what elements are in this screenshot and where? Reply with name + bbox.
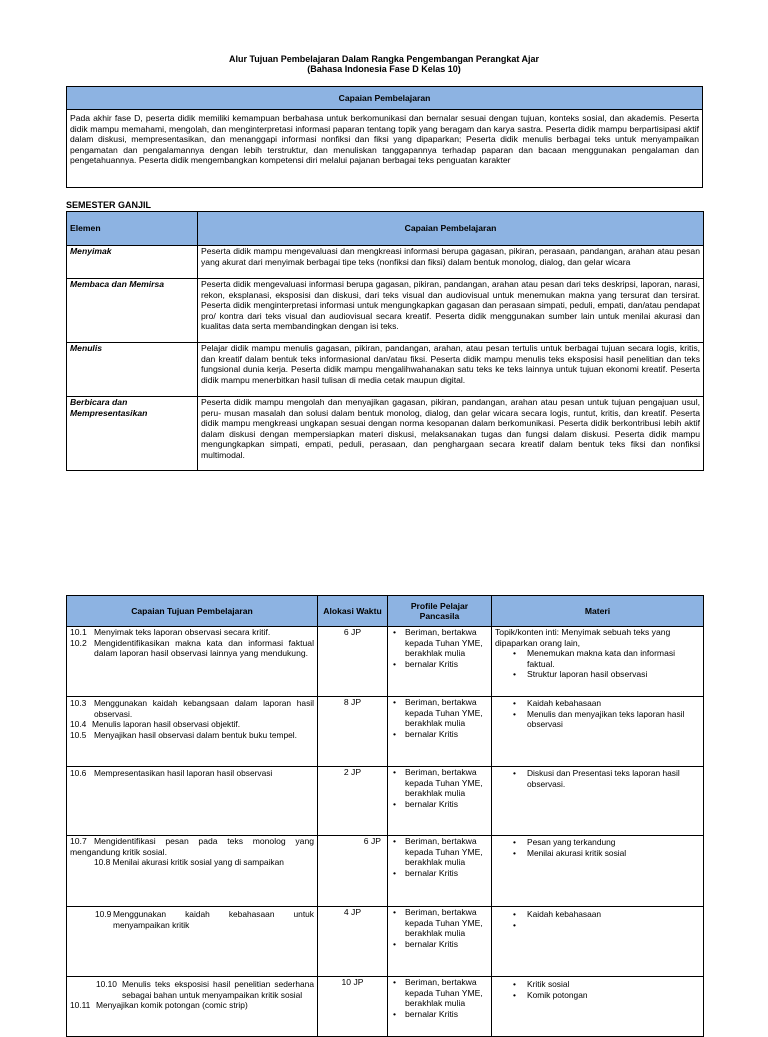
document-title: Alur Tujuan Pembelajaran Dalam Rangka Pengembangan Perangkat Ajar	[228, 54, 540, 64]
materi-cell	[492, 627, 704, 697]
tujuan-number: 10.2	[70, 637, 87, 648]
alokasi-cell: 2 JP	[318, 767, 388, 836]
tujuan-cell	[67, 767, 318, 836]
alokasi-cell: 6 JP	[318, 627, 388, 697]
elemen-row	[67, 343, 704, 397]
elemen-cp: Peserta didik mampu mengolah dan menyajikan gagasan, pikiran, pandangan, arahan atau pesan untuk tujuan pengajuan usul, peru- musan masalah dan solusi dalam bentuk monolog, dialog, dan gelar wicara secara logis, runtut, kritis, dan kreatif. Peserta didik mampu mengkreasi ungkapan sesuai dengan norma kesopanan dalam berkomunikasi. Peserta didik berkontribusi lebih aktif dalam diskusi dengan mempersiapkan materi diskusi, melaksanakan tugas dan fungsi dalam diskusi. Peserta didik mampu mengungkapkan simpati, empati, peduli, perasaan, dan penghargaan secara kreatif dalam bentuk teks fiksi dan nonfiksi multimodal.	[198, 397, 704, 471]
cp-summary-heading: Capaian Pembelajaran	[67, 87, 703, 110]
tujuan-number: 10.4	[70, 719, 87, 729]
profile-cell	[388, 627, 492, 697]
profile-item: • Beriman, bertakwa kepada Tuhan YME, berakhlak mulia	[391, 836, 488, 868]
elemen-row	[67, 246, 704, 279]
elemen-name: Menyimak	[67, 246, 198, 279]
profile-item: • bernalar Kritis	[391, 1009, 488, 1020]
materi-intro: Topik/konten inti: Menyimak sebuah teks yang dipaparkan orang lain,	[495, 627, 671, 648]
materi-cell	[492, 767, 704, 836]
profile-item: • Beriman, bertakwa kepada Tuhan YME, berakhlak mulia	[391, 767, 488, 799]
cp-header: Capaian Pembelajaran	[198, 212, 704, 246]
tujuan-text: Menyajikan hasil observasi dalam bentuk buku tempel.	[94, 729, 297, 740]
materi-item: • Pesan yang terkandung	[495, 837, 700, 848]
tujuan-text: Menggunakan kaidah kebahasaan untuk menyampaikan kritik	[113, 909, 314, 930]
tujuan-text: 10.8 Menilai akurasi kritik sosial yang di sampaikan	[94, 857, 284, 867]
tujuan-text: Mengidentifikasi pesan pada teks monolog yang mengandung kritik sosial.	[70, 836, 314, 857]
tujuan-text: Menyimak teks laporan observasi secara kritif.	[94, 627, 271, 637]
profile-item: • Beriman, bertakwa kepada Tuhan YME, berakhlak mulia	[391, 697, 488, 729]
atp-row	[67, 697, 704, 767]
profile-item: • bernalar Kritis	[391, 799, 488, 810]
tujuan-text: Menggunakan kaidah kebangsaan dalam laporan hasil observasi.	[94, 698, 314, 719]
tujuan-number: 10.7	[70, 836, 87, 846]
tujuan-cell	[67, 627, 318, 697]
cp-summary-text: Pada akhir fase D, peserta didik memiliki kemampuan berbahasa untuk berkomunikasi dan bernalar sesuai dengan tujuan, konteks sosial, dan akademis. Peserta didik mampu memahami, mengolah, dan menginterpretasi informasi paparan tentang topik yang beragam dan karya sastra. Peserta didik mampu berpartisipasi aktif dalam diskusi, mempresentasikan, dan menanggapi informasi nonfiksi dan fiksi yang dipaparkan; Peserta didik menulis berbagai teks untuk menyampaikan pengamatan dan pengalamannya dengan lebih terstruktur, dan menuliskan tanggapannya terhadap paparan dan bacaan menggunakan pengalaman dan pengetahuannya. Peserta didik mengembangkan kompetensi diri melalui pajanan berbagai teks penguatan karakter	[67, 110, 703, 188]
elemen-row	[67, 397, 704, 471]
materi-cell	[492, 836, 704, 907]
profile-item: • Beriman, bertakwa kepada Tuhan YME, berakhlak mulia	[391, 977, 488, 1009]
materi-item: • Menemukan makna kata dan informasi faktual.	[495, 648, 700, 669]
alokasi-cell: 6 JP	[318, 836, 388, 907]
alokasi-cell: 4 JP	[318, 907, 388, 977]
materi-header: Materi	[492, 596, 704, 627]
tujuan-cell	[67, 697, 318, 767]
materi-item: • Menilai akurasi kritik sosial	[495, 848, 700, 859]
tujuan-text: Mempresentasikan hasil laporan hasil observasi	[94, 768, 273, 778]
tujuan-number: 10.5	[70, 729, 87, 740]
profile-item: • bernalar Kritis	[391, 868, 488, 879]
materi-cell	[492, 907, 704, 977]
tujuan-text: Menulis teks eksposisi hasil penelitian sederhana sebagai bahan untuk menyampaikan kritik sosial	[122, 979, 314, 1000]
atp-row	[67, 977, 704, 1037]
tujuan-cell	[67, 836, 318, 907]
profile-cell	[388, 836, 492, 907]
tujuan-number: 10.3	[70, 698, 87, 708]
materi-item: • Kaidah kebahasaan	[495, 909, 700, 920]
atp-row	[67, 836, 704, 907]
profile-item: • Beriman, bertakwa kepada Tuhan YME, berakhlak mulia	[391, 907, 488, 939]
elemen-table	[66, 211, 704, 471]
profile-item: • Beriman, bertakwa kepada Tuhan YME, berakhlak mulia	[391, 627, 488, 659]
semester-label: SEMESTER GANJIL	[66, 200, 152, 210]
materi-item: • Menulis dan menyajikan teks laporan hasil observasi	[495, 709, 700, 730]
materi-item: • Diskusi dan Presentasi teks laporan hasil observasi.	[495, 768, 700, 789]
tujuan-text: Menulis laporan hasil observasi objektif.	[92, 719, 241, 729]
cp-summary-table	[66, 86, 703, 188]
profile-item: • bernalar Kritis	[391, 729, 488, 740]
elemen-cp: Pelajar didik mampu menulis gagasan, pikiran, pandangan, arahan, atau pesan tertulis untuk berbagai tujuan secara logis, kritis, dan kreatif dalam bentuk teks informasional dan/atau fiksi. Peserta didik mampu menulis teks eksposisi hasil penelitian dan teks fungsional dunia kerja. Peserta didik mampu mengalihwahanakan satu teks ke teks lainnya untuk tujuan ekonomi kreatif. Peserta didik mampu menerbitkan hasil tulisan di media cetak maupun digital.	[198, 343, 704, 397]
materi-cell	[492, 977, 704, 1037]
materi-cell	[492, 697, 704, 767]
profile-cell	[388, 767, 492, 836]
materi-item: • Struktur laporan hasil observasi	[495, 669, 700, 680]
profile-cell	[388, 977, 492, 1037]
tujuan-number: 10.11	[70, 1000, 91, 1010]
tujuan-cell	[67, 907, 318, 977]
tujuan-text: Mengidentifikasikan makna kata dan informasi faktual dalam laporan hasil observasi lainnya yang mendukung.	[94, 637, 314, 658]
elemen-name: Membaca dan Memirsa	[67, 279, 198, 343]
atp-row	[67, 907, 704, 977]
atp-row	[67, 767, 704, 836]
document-subtitle: (Bahasa Indonesia Fase D Kelas 10)	[307, 64, 461, 74]
profile-cell	[388, 907, 492, 977]
alokasi-cell: 8 JP	[318, 697, 388, 767]
materi-item: • Komik potongan	[495, 990, 700, 1001]
tujuan-number: 10.10	[96, 979, 117, 989]
alokasi-header: Alokasi Waktu	[318, 596, 388, 627]
materi-item	[495, 920, 700, 930]
materi-item: • Kritik sosial	[495, 979, 700, 990]
atp-row	[67, 627, 704, 697]
elemen-header: Elemen	[67, 212, 198, 246]
atp-table	[66, 595, 704, 1037]
tujuan-text: Menyajikan komik potongan (comic strip)	[96, 1000, 248, 1010]
profile-item: • bernalar Kritis	[391, 659, 488, 670]
tujuan-number: 10.1	[70, 627, 87, 637]
elemen-cp: Peserta didik mengevaluasi informasi berupa gagasan, pikiran, pandangan, arahan atau pesan dari teks deskripsi, laporan, narasi, rekon, eksplanasi, eksposisi dan diskusi, dari teks visual dan audiovisual untuk menemukan makna yang tersurat dan tersirat. Peserta didik menginterpretasi informasi untuk mengungkapkan gagasan dan perasaan simpati, peduli, empati, dan/atau pendapat pro/ kontra dari teks visual dan audiovisual secara kreatif. Peserta didik menggunakan sumber lain untuk menilai akurasi dan kualitas data serta membandingkan dengan isi teks.	[198, 279, 704, 343]
profile-item: • bernalar Kritis	[391, 939, 488, 950]
profile-header: Profile Pelajar Pancasila	[388, 596, 492, 627]
alokasi-cell: 10 JP	[318, 977, 388, 1037]
tujuan-number: 10.9	[95, 909, 112, 919]
elemen-row	[67, 279, 704, 343]
ctp-header: Capaian Tujuan Pembelajaran	[67, 596, 318, 627]
elemen-name: Berbicara dan Mempresentasikan	[67, 397, 198, 471]
materi-item: • Kaidah kebahasaan	[495, 698, 700, 709]
tujuan-cell	[67, 977, 318, 1037]
profile-cell	[388, 697, 492, 767]
elemen-cp: Peserta didik mampu mengevaluasi dan mengkreasi informasi berupa gagasan, pikiran, perasaan, pandangan, arahan atau pesan yang akurat dari menyimak berbagai tipe teks (nonfiksi dan fiksi) dalam bentuk monolog, dialog, dan gelar wicara	[198, 246, 704, 279]
elemen-name: Menulis	[67, 343, 198, 397]
tujuan-number: 10.6	[70, 768, 87, 778]
